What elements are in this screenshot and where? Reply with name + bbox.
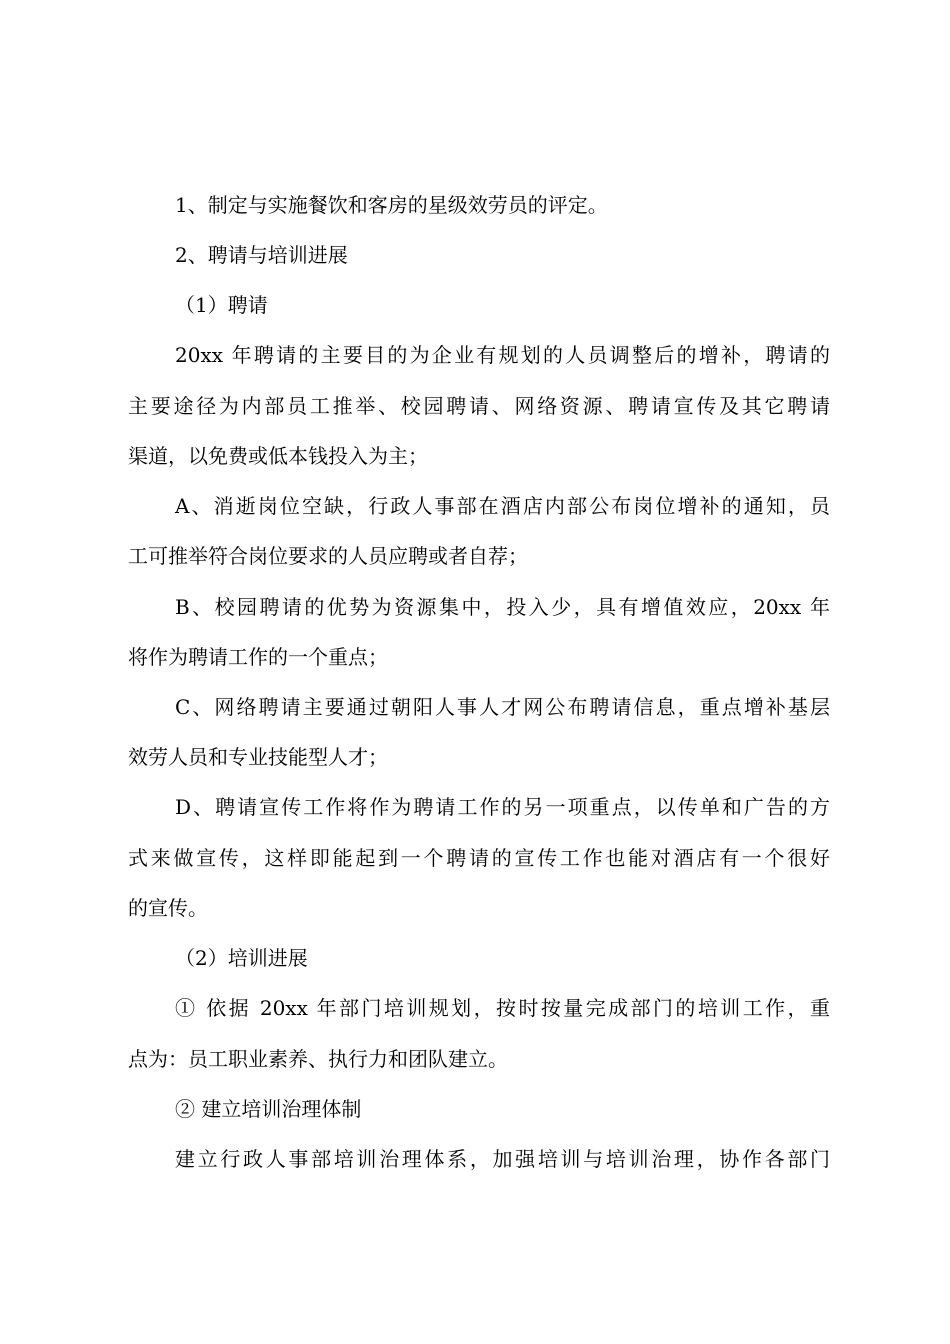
paragraph-line: 建立行政人事部培训治理体系，加强培训与培训治理，协作各部门 <box>175 1147 830 1171</box>
paragraph-line: 效劳人员和专业技能型人才； <box>128 745 388 769</box>
paragraph-line: 式来做宣传，这样即能起到一个聘请的宣传工作也能对酒店有一个很好 <box>128 846 830 870</box>
paragraph-line: 的宣传。 <box>128 896 208 920</box>
paragraph-line: 将作为聘请工作的一个重点； <box>128 645 388 669</box>
paragraph-line: C、网络聘请主要通过朝阳人事人才网公布聘请信息，重点增补基层 <box>175 695 830 719</box>
paragraph-line: B、校园聘请的优势为资源集中，投入少，具有增值效应，20xx 年 <box>175 595 830 619</box>
subheading-recruitment: （1）聘请 <box>175 293 268 317</box>
paragraph-line: ① 依据 20xx 年部门培训规划，按时按量完成部门的培训工作，重 <box>175 996 830 1020</box>
item-2-heading: 2、聘请与培训进展 <box>175 243 348 267</box>
item-1-heading: 1、制定与实施餐饮和客房的星级效劳员的评定。 <box>175 193 608 217</box>
item-heading: ② 建立培训治理体制 <box>175 1097 362 1121</box>
paragraph-line: 工可推举符合岗位要求的人员应聘或者自荐； <box>128 544 528 568</box>
subheading-training: （2）培训进展 <box>175 946 308 970</box>
paragraph-line: 20xx 年聘请的主要目的为企业有规划的人员调整后的增补，聘请的 <box>175 343 830 367</box>
paragraph-line: 渠道，以免费或低本钱投入为主； <box>128 444 428 468</box>
paragraph-line: 点为：员工职业素养、执行力和团队建立。 <box>128 1047 508 1071</box>
paragraph-line: 主要途径为内部员工推举、校园聘请、网络资源、聘请宣传及其它聘请 <box>128 394 830 418</box>
paragraph-line: A、消逝岗位空缺，行政人事部在酒店内部公布岗位增补的通知，员 <box>175 494 830 518</box>
paragraph-line: D、聘请宣传工作将作为聘请工作的另一项重点，以传单和广告的方 <box>175 795 830 819</box>
